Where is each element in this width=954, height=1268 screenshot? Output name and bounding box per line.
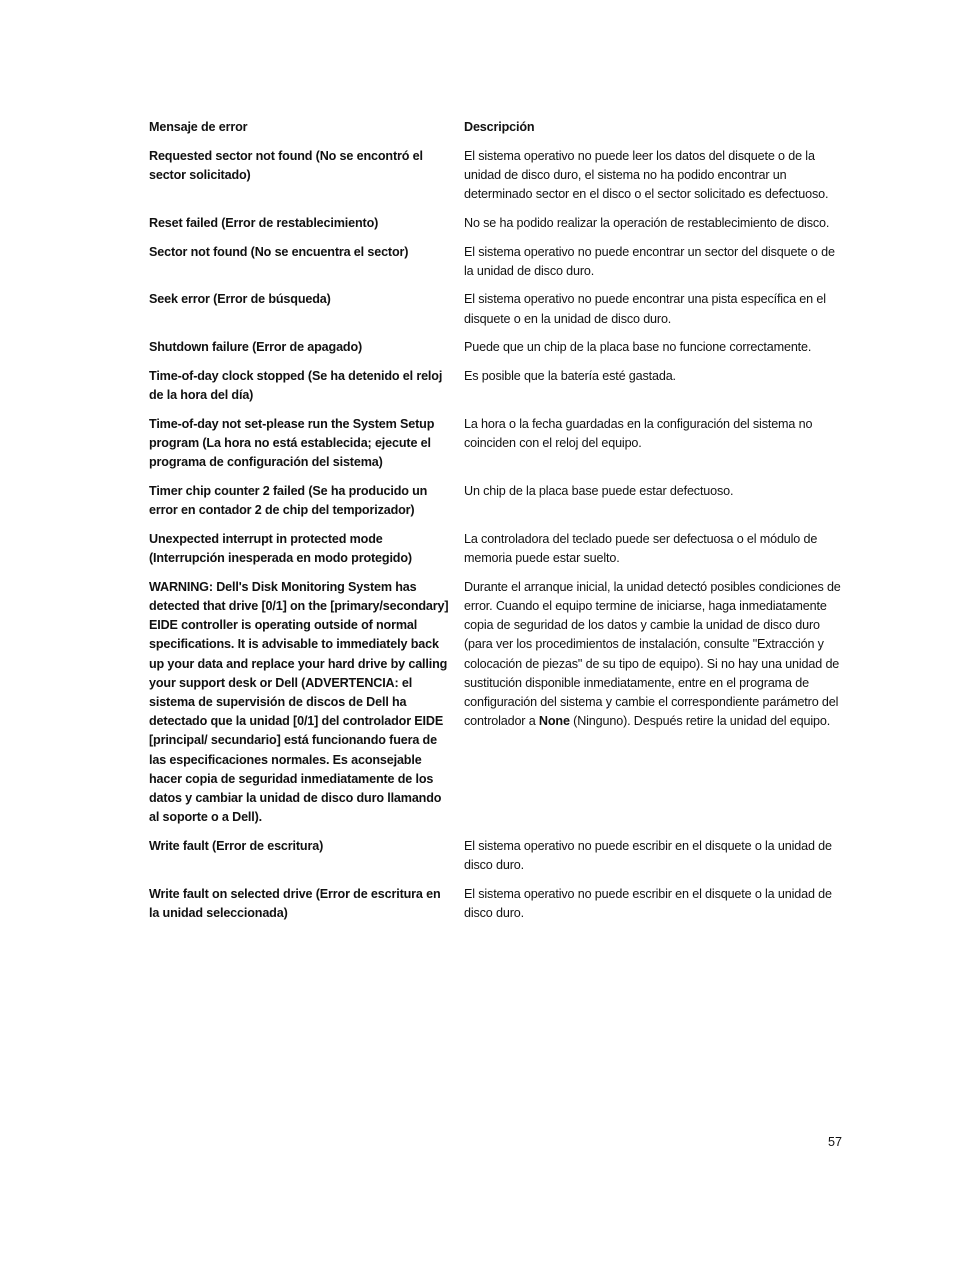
table-row — [145, 482, 845, 530]
table-row — [145, 214, 845, 243]
error-description: La hora o la fecha guardadas en la configuración del sistema no coinciden con el reloj del equipo. — [464, 416, 813, 451]
error-message: WARNING: Dell's Disk Monitoring System has detected that drive [0/1] on the [primary/secondary] EIDE controller is operating outside of normal specifications. It is advisable to immediately back up your data and replace your hard drive by calling your support desk or Dell (ADVERTENCIA: el sistema de supervisión de discos de Dell ha detectado que la unidad [0/1] del controlador EIDE [principal/ secundario] está funcionando fuera de las especificaciones normales. Es aconsejable hacer copia de seguridad inmediatamente de los datos y cambiar la unidad de disco duro llamando al soporte o a Dell). — [149, 579, 449, 825]
description-text: (Ninguno). Después retire la unidad del equipo. — [569, 714, 831, 729]
table-row — [145, 837, 845, 885]
table-row — [145, 367, 845, 415]
table-row — [145, 578, 845, 837]
header-error-message: Mensaje de error — [149, 120, 248, 134]
table-row — [145, 415, 845, 482]
table-row — [145, 530, 845, 578]
error-description: No se ha podido realizar la operación de restablecimiento de disco. — [464, 215, 830, 230]
error-message: Shutdown failure (Error de apagado) — [149, 340, 363, 355]
table-row — [145, 147, 845, 214]
error-message: Write fault (Error de escritura) — [149, 839, 324, 853]
error-description: Puede que un chip de la placa base no funcione correctamente. — [464, 340, 812, 355]
error-description: El sistema operativo no puede leer los datos del disquete o de la unidad de disco duro, el sistema no ha podido encontrar un determinado sector en el disco o el sector solicitado es defectuoso. — [464, 148, 829, 202]
error-description: El sistema operativo no puede escribir en el disquete o la unidad de disco duro. — [464, 886, 832, 921]
error-description: El sistema operativo no puede encontrar un sector del disquete o de la unidad de disco duro. — [464, 244, 835, 278]
error-description — [460, 578, 845, 837]
table-row — [145, 290, 845, 338]
table-row — [145, 885, 845, 933]
error-message: Unexpected interrupt in protected mode (Interrupción inesperada en modo protegido) — [149, 531, 412, 566]
error-message: Time-of-day clock stopped (Se ha detenido el reloj de la hora del día) — [149, 369, 443, 403]
error-message: Timer chip counter 2 failed (Se ha producido un error en contador 2 de chip del temporizador) — [149, 484, 428, 518]
header-description: Descripción — [464, 120, 535, 134]
error-message: Seek error (Error de búsqueda) — [149, 292, 331, 307]
error-description: El sistema operativo no puede encontrar una pista específica en el disquete o en la unidad de disco duro. — [464, 292, 826, 326]
error-description: El sistema operativo no puede escribir en el disquete o la unidad de disco duro. — [464, 839, 832, 873]
error-messages-table — [145, 118, 845, 933]
error-message: Requested sector not found (No se encontró el sector solicitado) — [149, 148, 423, 182]
error-message: Write fault on selected drive (Error de escritura en la unidad seleccionada) — [149, 886, 441, 921]
error-description: Es posible que la batería esté gastada. — [464, 369, 676, 384]
page-number: 57 — [827, 1135, 842, 1149]
none-option-label: None — [538, 714, 570, 729]
table-header-row — [145, 118, 845, 147]
table-row — [145, 338, 845, 367]
table-row — [145, 243, 845, 291]
error-message: Reset failed (Error de restablecimiento) — [149, 215, 379, 230]
error-description: Un chip de la placa base puede estar defectuoso. — [464, 484, 734, 499]
error-description: La controladora del teclado puede ser defectuosa o el módulo de memoria puede estar suelto. — [464, 531, 818, 566]
error-message: Sector not found (No se encuentra el sector) — [149, 244, 409, 259]
description-text: Durante el arranque inicial, la unidad detectó posibles condiciones de error. Cuando el equipo termine de iniciarse, haga inmediatamente copia de seguridad de los datos y cambie la unidad de disco duro (para ver los procedimientos de instalación, consulte "Extracción y colocación de piezas" de su tipo de equipo). Si no hay una unidad de sustitución disponible inmediatamente, entre en el programa de configuración del sistema y cambie el correspondiente parámetro del controlador a — [464, 579, 841, 729]
error-message: Time-of-day not set-please run the System Setup program (La hora no está establecida; ejecute el programa de configuración del sistema) — [149, 416, 435, 470]
